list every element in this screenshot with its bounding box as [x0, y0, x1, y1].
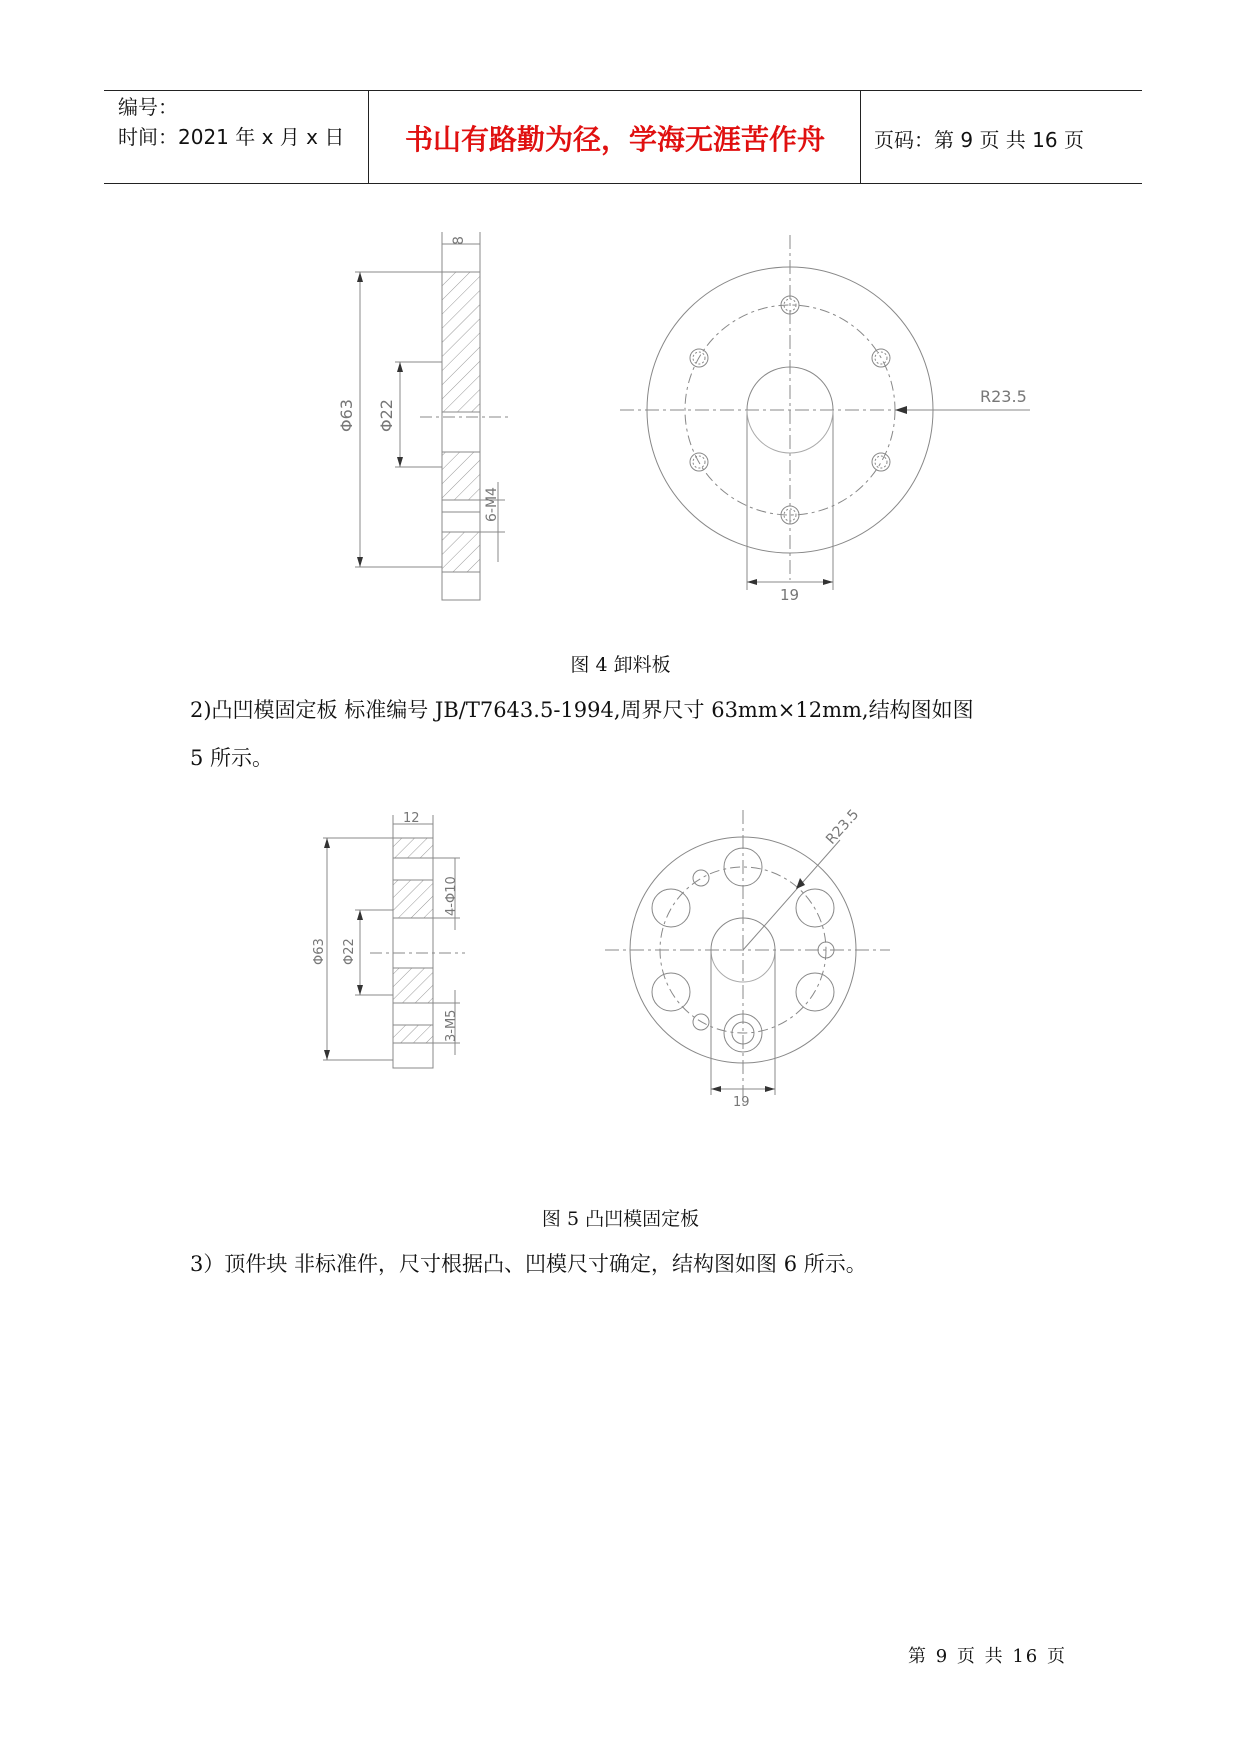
figure5-front-view	[600, 805, 900, 1135]
figure4-caption: 图 4 卸料板	[570, 654, 671, 676]
footer-page-number: 第 9 页 共 16 页	[908, 1646, 1067, 1667]
paragraph-ejector-block-line1: 3）顶件块 非标准件，尺寸根据凸、凹模尺寸确定，结构图如图 6 所示。	[190, 1252, 867, 1276]
fig4-inner-dia-label: Φ22	[377, 399, 396, 432]
header-bottom-rule	[104, 183, 1142, 184]
fig4-thread-label: 6-M4	[484, 487, 500, 522]
fig4-outer-dia-label: Φ63	[337, 399, 356, 432]
fig5-thread-label: 3-M5	[444, 1009, 459, 1042]
header-time: 时间：2021 年 x 月 x 日	[118, 125, 345, 149]
paragraph-fixing-plate-line1: 2)凸凹模固定板 标准编号 JB/T7643.5-1994,周界尺寸 63mm×12mm,结构图如图	[190, 698, 974, 722]
fig5-inner-dia-label: Φ22	[342, 938, 357, 965]
header-page-code: 页码：第 9 页 共 16 页	[874, 128, 1084, 152]
fig5-width-label: 19	[733, 1095, 750, 1110]
header-divider-left	[368, 90, 369, 183]
fig4-thickness-label: 8	[451, 236, 467, 245]
figure5-caption: 图 5 凸凹模固定板	[541, 1208, 700, 1230]
paragraph-ejector-block	[190, 1240, 1070, 1288]
fig5-outer-dia-label: Φ63	[312, 938, 327, 965]
fig5-radius-label: R23.5	[823, 806, 863, 848]
fig4-radius-label: R23.5	[980, 387, 1027, 406]
header-divider-right	[860, 90, 861, 183]
header-motto: 书山有路勤为径，学海无涯苦作舟	[404, 123, 825, 156]
header-meta	[118, 92, 344, 152]
fig5-thickness-label: 12	[403, 811, 420, 826]
figure5-side-view	[312, 810, 495, 1080]
figure4-side-view	[337, 232, 540, 582]
fig4-width-label: 19	[780, 586, 800, 604]
header-top-rule	[104, 90, 1142, 91]
paragraph-fixing-plate-line2: 5 所示。	[190, 746, 274, 770]
figure4-front-view	[620, 230, 1040, 610]
paragraph-fixing-plate	[190, 686, 1070, 782]
fig5-holes-label: 4-Φ10	[444, 876, 459, 916]
header-number-label: 编号：	[118, 95, 178, 119]
